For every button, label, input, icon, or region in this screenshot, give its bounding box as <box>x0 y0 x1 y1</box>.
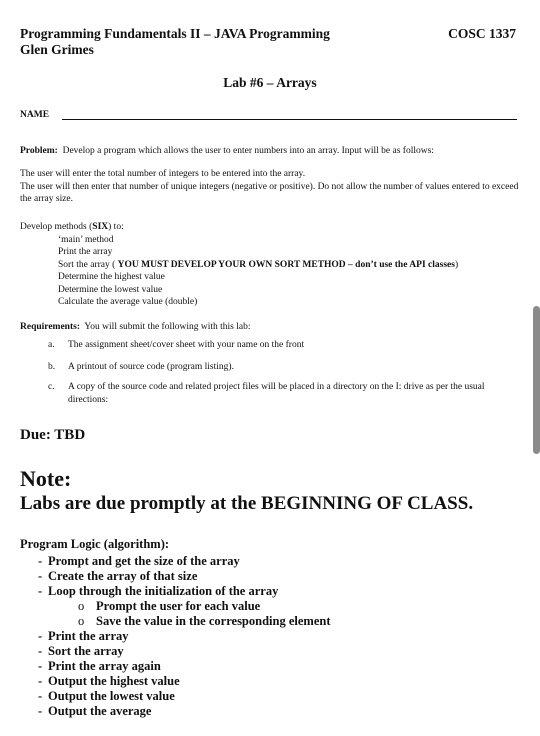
name-label: NAME <box>20 110 50 120</box>
program-logic <box>20 537 330 719</box>
course-title: Programming Fundamentals II – JAVA Programming <box>20 26 330 41</box>
logic-step: - Loop through the initialization of the array <box>38 584 279 598</box>
name-line <box>62 119 517 120</box>
methods-intro-prefix: Develop methods ( <box>20 222 93 232</box>
method-item: Calculate the average value (double) <box>58 297 198 307</box>
dash-bullet: - <box>38 584 43 598</box>
requirement-letter: c. <box>48 382 55 392</box>
logic-step: - Sort the array <box>38 644 124 658</box>
logic-substep: o Prompt the user for each value <box>78 599 261 613</box>
dash-bullet: - <box>38 674 43 688</box>
sort-label: Sort the array ( <box>58 259 116 270</box>
requirement-item <box>48 381 513 406</box>
logic-step: - Output the lowest value <box>38 689 175 703</box>
logic-step: - Prompt and get the size of the array <box>38 554 240 568</box>
logic-substep: o Save the value in the corresponding element <box>78 614 331 628</box>
dash-bullet: - <box>38 569 43 583</box>
requirement-letter: a. <box>48 340 55 350</box>
method-item: Determine the lowest value <box>58 284 163 295</box>
methods-list <box>20 234 525 309</box>
document-header <box>20 26 330 58</box>
method-item: Print the array <box>58 247 113 257</box>
method-item: ‘main’ method <box>58 234 114 245</box>
course-code: COSC 1337 <box>448 26 516 41</box>
methods-section <box>20 221 525 309</box>
description-line-2: The user will then enter that number of unique integers (negative or positive). Do not allow the number of values entered to exceed the array size. <box>20 181 519 204</box>
note-heading: Note: <box>20 466 72 491</box>
logic-step: - Print the array <box>38 629 129 643</box>
input-description <box>20 168 525 206</box>
sort-note: YOU MUST DEVELOP YOUR OWN SORT METHOD – don’t use the API classes <box>117 259 455 270</box>
logic-step: - Print the array again <box>38 659 161 673</box>
requirement-item <box>48 361 513 374</box>
requirements-label: Requirements: <box>20 322 80 332</box>
requirement-letter: b. <box>48 362 56 372</box>
requirement-text: A printout of source code (program listing). <box>68 362 234 372</box>
dash-bullet: - <box>38 704 43 718</box>
logic-step: - Output the average <box>38 704 152 718</box>
sort-close: ) <box>454 259 459 270</box>
circle-bullet: o <box>78 599 85 613</box>
instructor-name: Glen Grimes <box>20 42 94 57</box>
dash-bullet: - <box>38 554 43 568</box>
dash-bullet: - <box>38 659 43 673</box>
description-line-1: The user will enter the total number of integers to be entered into the array. <box>20 169 306 179</box>
circle-bullet: o <box>78 614 85 628</box>
requirement-item <box>48 339 513 352</box>
logic-steps <box>20 554 330 719</box>
lab-title: Lab #6 – Arrays <box>223 75 317 90</box>
logic-step: - Create the array of that size <box>38 569 198 583</box>
problem-statement <box>20 145 520 158</box>
methods-intro <box>20 221 525 234</box>
problem-label: Problem: <box>20 146 58 156</box>
methods-intro-suffix: ) to: <box>108 222 124 232</box>
vertical-scrollbar[interactable] <box>533 306 540 454</box>
requirement-text: A copy of the source code and related project files will be placed in a directory on the I: drive as per the usual directions: <box>68 382 485 405</box>
requirements-intro: You will submit the following with this lab: <box>84 322 251 332</box>
logic-step: - Output the highest value <box>38 674 180 688</box>
due-date: Due: TBD <box>20 427 86 443</box>
methods-count: SIX <box>92 222 109 232</box>
requirements-section <box>20 321 525 334</box>
problem-text: Develop a program which allows the user to enter numbers into an array. Input will be as follows: <box>62 146 434 156</box>
method-item-sort <box>58 259 525 272</box>
logic-heading: Program Logic (algorithm): <box>20 537 170 551</box>
requirement-text: The assignment sheet/cover sheet with your name on the front <box>68 340 305 350</box>
dash-bullet: - <box>38 629 43 643</box>
dash-bullet: - <box>38 644 43 658</box>
dash-bullet: - <box>38 689 43 703</box>
method-item: Determine the highest value <box>58 272 165 282</box>
note-body: Labs are due promptly at the BEGINNING OF CLASS. <box>20 493 474 514</box>
